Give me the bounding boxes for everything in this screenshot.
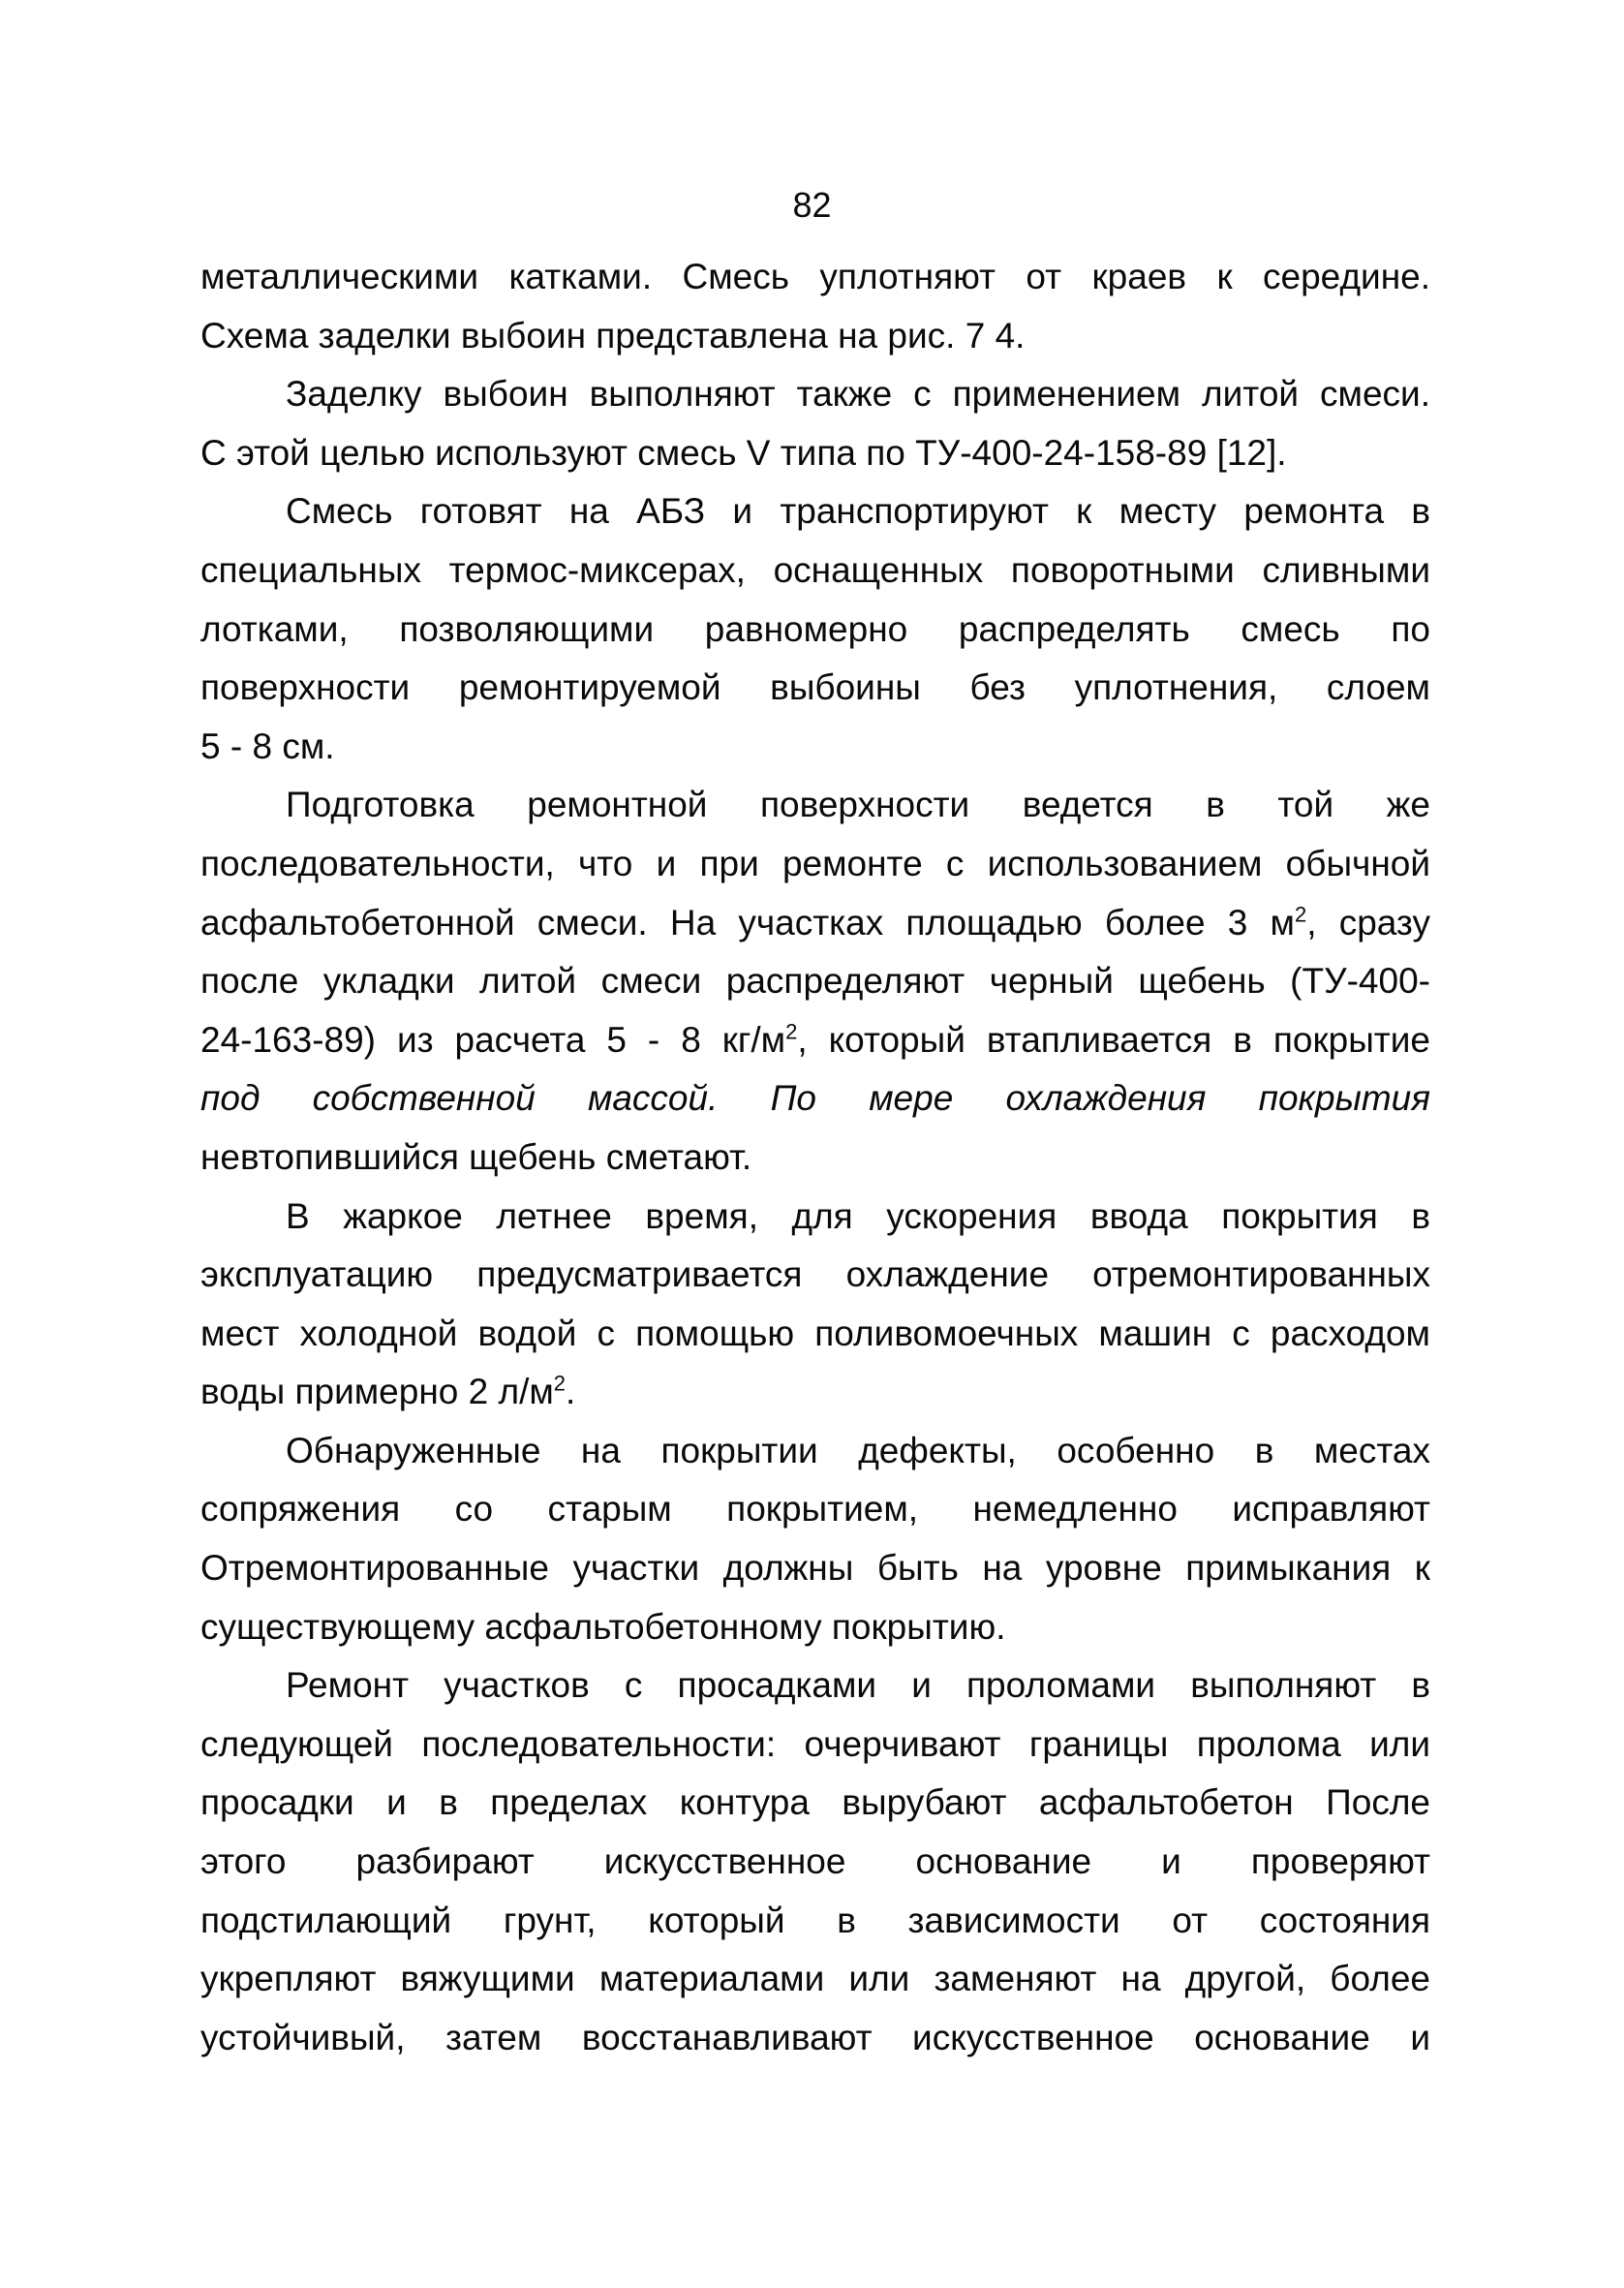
text-line: следующей последовательности: очерчивают границы пролома или: [200, 1723, 1430, 1764]
text-line: после укладки литой смеси распределяют черный щебень (ТУ-400-: [200, 961, 1430, 1002]
text-line: эксплуатацию предусматривается охлаждение отремонтированных: [200, 1254, 1430, 1295]
text-line: воды примерно 2 $л/м^2$.: [200, 1371, 576, 1412]
text-block-1: [200, 248, 1430, 894]
text-line: специальных термос-миксерах, оснащенных поворотными сливными: [200, 549, 1430, 590]
text-line: лотками, позволяющими равномерно распределять смесь по: [200, 608, 1430, 649]
text-line: Схема заделки выбоин представлена на рис. 7 4.: [200, 315, 1026, 356]
text-line: 24-163-89) из расчета 5 - 8 $кг/м^2$, который втапливается в покрытие: [200, 1019, 1430, 1060]
text-line: подстилающий грунт, который в зависимости от состояния: [200, 1900, 1430, 1940]
text-block-2: [200, 1188, 1430, 1364]
superscript: 2: [553, 1371, 567, 1396]
text-block-3: [200, 1422, 1430, 2068]
page-number: 82: [792, 185, 832, 225]
text-line: Подготовка ремонтной поверхности ведется в той же: [286, 785, 1430, 825]
text-line: Обнаруженные на покрытии дефекты, особенно в местах: [286, 1430, 1430, 1470]
text-line: последовательности, что и при ремонте с использованием обычной: [200, 843, 1430, 883]
text-line: просадки и в пределах контура вырубают асфальтобетон После: [200, 1782, 1430, 1823]
text-line: металлическими катками. Смесь уплотняют от краев к середине.: [200, 257, 1430, 296]
superscript: 2: [785, 1019, 798, 1044]
text-line: Заделку выбоин выполняют также с применением литой смеси.: [286, 374, 1430, 415]
text-line: асфальтобетонной смеси. На участках площадью более 3 $м^2$, сразу: [200, 902, 1430, 943]
text-line: мест холодной водой с помощью поливомоечных машин с расходом: [200, 1313, 1430, 1353]
text-line: сопряжения со старым покрытием, немедленно исправляют: [200, 1489, 1430, 1530]
text-line: В жаркое летнее время, для ускорения ввода покрытия в: [286, 1195, 1430, 1236]
text-line: Отремонтированные участки должны быть на уровне примыкания к: [200, 1548, 1430, 1589]
text-line: этого разбирают искусственное основание и проверяют: [200, 1841, 1430, 1882]
text-line: 5 - 8 см.: [200, 726, 335, 766]
italic-text-line: под собственной массой. По мере охлаждения покрытия: [200, 1078, 1430, 1119]
text-line: невтопившийся щебень сметают.: [200, 1136, 752, 1177]
text-line: существующему асфальтобетонному покрытию.: [200, 1606, 1006, 1647]
superscript: 2: [1294, 902, 1307, 927]
text-line: устойчивый, затем восстанавливают искусственное основание и: [200, 2017, 1430, 2057]
text-line: поверхности ремонтируемой выбоины без уплотнения, слоем: [200, 667, 1430, 708]
body-text: [200, 248, 1430, 2067]
text-line: Смесь готовят на АБЗ и транспортируют к месту ремонта в: [286, 491, 1430, 532]
text-line: Ремонт участков с просадками и проломами выполняют в: [286, 1665, 1430, 1706]
text-line: укрепляют вяжущими материалами или заменяют на другой, более: [200, 1959, 1430, 1999]
text-line: С этой целью используют смесь V типа по ТУ-400-24-158-89 [12].: [200, 432, 1287, 473]
